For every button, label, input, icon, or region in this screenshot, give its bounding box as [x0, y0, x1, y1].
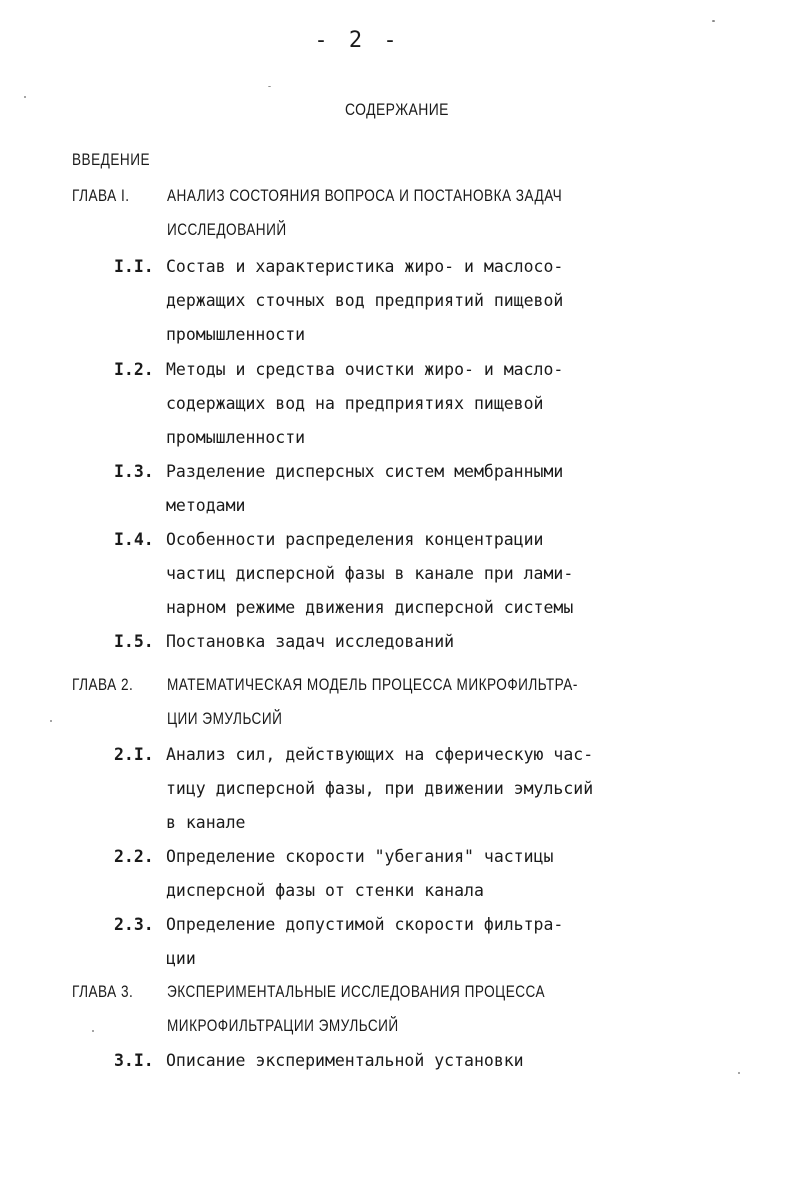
section-1-2-number: I.2. — [114, 360, 154, 379]
section-1-3-line-1: Разделение дисперсных систем мембранными — [166, 462, 564, 481]
section-1-4-line-2: частиц дисперсной фазы в канале при лами- — [166, 564, 574, 583]
scan-speck — [24, 96, 26, 98]
section-1-4-line-3: нарном режиме движения дисперсной системы — [166, 598, 574, 617]
section-1-1-number: I.I. — [114, 257, 154, 276]
section-1-3-number: I.3. — [114, 462, 154, 481]
section-1-1-line-2: держащих сточных вод предприятий пищевой — [166, 291, 564, 310]
toc-intro: ВВЕДЕНИЕ — [72, 150, 151, 169]
chapter-2-title-line-2: ЦИИ ЭМУЛЬСИЙ — [167, 709, 283, 728]
section-1-5-number: I.5. — [114, 632, 154, 651]
section-2-1-line-2: тицу дисперсной фазы, при движении эмульсий — [166, 779, 594, 798]
section-1-2-line-1: Методы и средства очистки жиро- и масло- — [166, 360, 564, 379]
section-1-1-line-1: Состав и характеристика жиро- и маслосо- — [166, 257, 564, 276]
section-2-1-line-3: в канале — [166, 813, 246, 832]
chapter-2-label: ГЛАВА 2. — [72, 675, 134, 694]
toc-heading: СОДЕРЖАНИЕ — [345, 100, 449, 119]
section-2-1-line-1: Анализ сил, действующих на сферическую час- — [166, 745, 594, 764]
chapter-2-title-line-1: МАТЕМАТИЧЕСКАЯ МОДЕЛЬ ПРОЦЕССА МИКРОФИЛЬТРА- — [167, 675, 578, 694]
section-2-2-number: 2.2. — [114, 847, 154, 866]
page-number: - 2 - — [314, 28, 401, 53]
section-1-3-line-2: методами — [166, 496, 246, 515]
chapter-3-title-line-2: МИКРОФИЛЬТРАЦИИ ЭМУЛЬСИЙ — [167, 1016, 399, 1035]
section-1-1-line-3: промышленности — [166, 325, 306, 344]
chapter-3-label: ГЛАВА 3. — [72, 982, 134, 1001]
section-1-2-line-2: содержащих вод на предприятиях пищевой — [166, 394, 544, 413]
scan-speck — [268, 86, 271, 87]
section-3-1-number: 3.I. — [114, 1051, 154, 1070]
scan-speck — [712, 20, 715, 22]
section-2-1-number: 2.I. — [114, 745, 154, 764]
section-1-5-line-1: Постановка задач исследований — [166, 632, 455, 651]
chapter-1-title-line-2: ИССЛЕДОВАНИЙ — [167, 220, 287, 239]
section-1-4-number: I.4. — [114, 530, 154, 549]
chapter-1-label: ГЛАВА I. — [72, 186, 130, 205]
scan-speck — [50, 720, 52, 722]
section-2-3-line-1: Определение допустимой скорости фильтра- — [166, 915, 564, 934]
scan-speck — [738, 1072, 740, 1074]
section-1-4-line-1: Особенности распределения концентрации — [166, 530, 544, 549]
section-3-1-line-1: Описание экспериментальной установки — [166, 1051, 524, 1070]
section-2-3-line-2: ции — [166, 949, 196, 968]
section-2-2-line-2: дисперсной фазы от стенки канала — [166, 881, 484, 900]
section-2-3-number: 2.3. — [114, 915, 154, 934]
scan-speck — [92, 1030, 94, 1032]
section-2-2-line-1: Определение скорости "убегания" частицы — [166, 847, 554, 866]
section-1-2-line-3: промышленности — [166, 428, 306, 447]
chapter-1-title-line-1: АНАЛИЗ СОСТОЯНИЯ ВОПРОСА И ПОСТАНОВКА ЗАДАЧ — [167, 186, 563, 205]
chapter-3-title-line-1: ЭКСПЕРИМЕНТАЛЬНЫЕ ИССЛЕДОВАНИЯ ПРОЦЕССА — [167, 982, 546, 1001]
